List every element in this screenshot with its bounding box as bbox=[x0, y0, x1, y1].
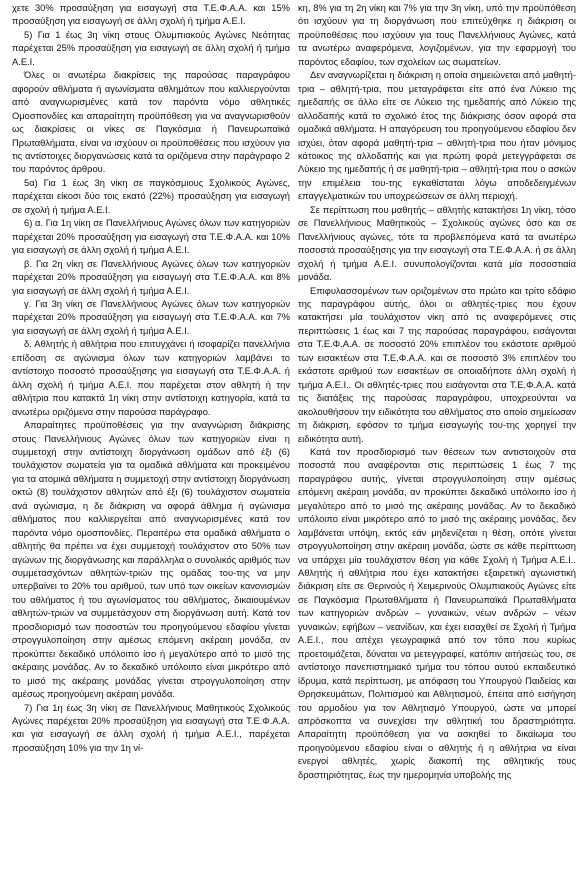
paragraph: 5) Για 1 έως 3η νίκη στους Ολυμπιακούς Αγώνες Νεότητας παρέχεται 25% προσαύξηση για εισαγωγή σε άλλη σχολή ή τμήμα Α.Ε.Ι. bbox=[12, 29, 290, 67]
paragraph: δ. Αθλητής ή αθλήτρια που επιτυγχάνει ή ισοφαρίζει πανελλήνια επίδοση σε αγώνισμα όλων των κατηγοριών λαμβάνει το αντίστοιχο ποσοστό προσαύξησης για εισαγωγή στα Τ.Ε.Φ.Α.Α. ή άλλη σχολή ή τμήμα Α.Ε.Ι. που παρέχεται στον αθλητή ή την αθλήτρια που κατακτά 1η νίκη στην αντίστοιχη κατηγορία, κατά τα ανωτέρω οριζόμενα στην παρούσα παράγραφο. bbox=[12, 339, 290, 417]
right-text-column bbox=[298, 2, 576, 782]
paragraph: χετε 30% προσαύξηση για εισαγωγή στα Τ.Ε.Φ.Α.Α. και 15% προσαύξηση για εισαγωγή σε άλλη σχολή ή τμήμα Α.Ε.Ι. bbox=[12, 3, 290, 27]
paragraph: Δεν αναγνωρίζεται η διάκριση η οποία σημειώνεται από μαθητή-τρια – αθλητή-τρια, που μεταγράφεται είτε από ένα Λύκειο της ημεδαπής σε άλλο είτε σε Λύκειο της ημεδαπής από Λύκειο της αλλοδαπής κατά το σχολικό έτος της διάκρισης όσον αφορά στα ομαδικά αθλήματα. Η απαγόρευση του προηγούμενου εδαφίου δεν ισχύει, όταν αφορά μαθητή-τρια – αθλητή-τρια που ήταν μόνιμος κάτοικος της αλλοδαπής και για πρώτη φορά μετεγγράφεται σε Λύκειο της ημεδαπής ή σε μαθητή-τρια – αθλητή-τρια που ο ασκών την επιμέλεια του-της εγκαθίσταται λόγω αποδεδειγμένων επαγγελματικών του υποχρεώσεων σε άλλη περιοχή. bbox=[298, 70, 576, 202]
left-text-column bbox=[12, 2, 290, 755]
paragraph: κη, 8% για τη 2η νίκη και 7% για την 3η νίκη, υπό την προϋπόθεση ότι ισχύουν για τη διοργάνωση που επιτεύχθηκε η διάκριση οι προϋποθέσεις που ισχύουν για τους Πανελλήνιους Αγώνες, κατά τα ανωτέρω αναφερόμενα, λογιζομένων, για την εφαρμογή του παρόντος εδαφίου, των σχολείων ως σωματείων. bbox=[298, 3, 576, 67]
paragraph: 5α) Για 1 έως 3η νίκη σε παγκόσμιους Σχολικούς Αγώνες, παρέχεται είκοσι δύο τοις εκατό (22%) προσαύξηση για εισαγωγή σε σχολή ή τμήμα Α.Ε.Ι. bbox=[12, 177, 290, 215]
paragraph: γ. Για 3η νίκη σε Πανελλήνιους Αγώνες όλων των κατηγοριών παρέχεται 20% προσαύξηση για εισαγωγή στα Τ.Ε.Φ.Α.Α. και 7% για εισαγωγή σε άλλη σχολή ή τμήμα Α.Ε.Ι. bbox=[12, 298, 290, 336]
paragraph: 7) Για 1η έως 3η νίκη σε Πανελλήνιους Μαθητικούς Σχολικούς Αγώνες παρέχεται 20% προσαύξηση για εισαγωγή στα Τ.Ε.Φ.Α.Α. και για εισαγωγή σε άλλη σχολή ή τμήμα Α.Ε.Ι., παρέχεται προσαύξηση 10% για την 1η νί- bbox=[12, 702, 290, 753]
paragraph: Επιφυλασσομένων των οριζομένων στο πρώτο και τρίτο εδάφιο της παραγράφου αυτής, όλοι οι αθλητές-τριες που έχουν κατακτήσει μία τουλάχιστον νίκη από τις αναφερόμενες στις περιπτώσεις 1 έως και 7 της παρούσας παραγράφου, εισάγονται στα Τ.Ε.Φ.Α.Α. σε ποσοστό 20% επιπλέον του εκάστοτε αριθμού των εισακτέων στα Τ.Ε.Φ.Α.Α. και σε ποσοστό 3% επιπλέον του εκάστοτε αριθμού των εισακτέων σε οποιαδήποτε άλλη σχολή ή τμήμα Α.Ε.Ι.. Οι αθλητές-τριες που εισάγονται στα Τ.Ε.Φ.Α.Α. κατά τις διατάξεις της παρούσας παραγράφου, υποχρεούνται να ακολουθήσουν την ειδικότητα του αθλήματος στο οποίο σημείωσαν τη διάκριση, εφόσον το τμήμα εισαγωγής του-της χορηγεί την ειδικότητα αυτή. bbox=[298, 285, 576, 444]
paragraph: Σε περίπτωση που μαθητής – αθλητής κατακτήσει 1η νίκη, τόσο σε Πανελλήνιους Μαθητικούς – Σχολικούς αγώνες όσο και σε Πανελλήνιους αγώνες, τότε τα προβλεπόμενα κατά τα ανωτέρω ποσοστά προσαύξησης για την εισαγωγή στα Τ.Ε.Φ.Α.Α. ή σε άλλη σχολή ή τμήμα Α.Ε.Ι. συνυπολογίζονται κατά μία ποσοστιαία μονάδα. bbox=[298, 204, 576, 283]
paragraph: β. Για 2η νίκη σε Πανελλήνιους Αγώνες όλων των κατηγοριών παρέχεται 20% προσαύξηση για εισαγωγή στα Τ.Ε.Φ.Α.Α. και 8% για εισαγωγή σε άλλη σχολή ή τμήμα Α.Ε.Ι. bbox=[12, 258, 290, 296]
paragraph: Όλες οι ανωτέρω διακρίσεις της παρούσας παραγράφου αφορούν αθλήματα ή αγωνίσματα αθλημάτων που καλλιεργούνται από αναγνωρισμένες κατά τον παρόντα νόμο αθλητικές Ομοσπονδίες και απαραίτητη προϋπόθεση για να αναγνωρισθούν ως διακρίσεις οι νίκες σε Παγκόσμια ή Πανευρωπαϊκά Πρωταθλήματα, είναι να ισχύουν οι προϋποθέσεις που ισχύουν για τις αντίστοιχες διοργανώσεις κατά τα οριζόμενα στην παράγραφο 2 του παρόντος άρθρου. bbox=[12, 70, 290, 175]
paragraph: 6) α. Για 1η νίκη σε Πανελλήνιους Αγώνες όλων των κατηγοριών παρέχεται 20% προσαύξηση για εισαγωγή στα Τ.Ε.Φ.Α.Α. και 10% για εισαγωγή σε άλλη σχολή ή τμήμα Α.Ε.Ι. bbox=[12, 218, 290, 256]
paragraph: Απαραίτητες προϋποθέσεις για την αναγνώριση διάκρισης στους Πανελλήνιους Αγώνες όλων των κατηγοριών είναι η συμμετοχή στην αντίστοιχη διοργάνωση ομάδων από έξι (6) τουλάχιστον σωματεία για τα ομαδικά αθλήματα και προκειμένου για τα ατομικά αθλήματα η συμμετοχή στην αντίστοιχη διοργάνωση οκτώ (8) τουλάχιστον αθλητών από έξι (6) τουλάχιστον σωματεία ανά αγώνισμα, η δε διάκριση να αφορά άθλημα ή αγώνισμα αθλήματος που καλλιεργείται από αναγνωρισμένες κατά τον παρόντα νόμο ομοσπονδίες. Περαιτέρω στα ομαδικά αθλήματα ο αθλητής θα πρέπει να έχει συμμετοχή τουλάχιστον στο 50% των αγώνων της διοργάνωσης και παράλληλα ο συνολικός αριθμός των συμμετασχόντων αθλητών-τριών της ομάδας του-της να μην υπερβαίνει το 20% του αριθμού, των υπό των οικείων κανονισμών του αθλήματος ή του αγωνίσματος του αθλήματος, δικαιουμένων αθλητών-τριών να συμμετάσχουν στη διοργάνωση αυτή. Κατά τον προσδιορισμό των ποσοστών του προηγούμενου εδαφίου γίνεται στρογγυλοποίηση στην αμέσως επόμενη ακέραιη μονάδα, αν προκύπτει δεκαδικό υπόλοιπο ίσο ή μεγαλύτερο από το μισό της ακέραιης μονάδας. Αν το δεκαδικό υπόλοιπο είναι μικρότερο από το μισό της ακέραιης μονάδας γίνεται στρογγυλοποίηση στην αμέσως προηγούμενη ακέραιη μονάδα. bbox=[12, 420, 290, 700]
paragraph: Κατά τον προσδιορισμό των θέσεων των αντιστοιχούν στα ποσοστά που αναφέρονται στις περιπτώσεις 1 έως 7 της παραγράφου αυτής, γίνεται στρογγυλοποίηση στην αμέσως επόμενη ακέραιη μονάδα, αν προκύπτει δεκαδικό υπόλοιπο ίσο ή μεγαλύτερο από το μισό της ακέραιης μονάδας. Αν το δεκαδικό υπόλοιπο είναι μικρότερο από το μισό της ακέραιης μονάδας, δεν λαμβάνεται υπόψη, εκτός εάν μηδενίζεται η θέση, οπότε γίνεται στρογγυλοποίηση στην ακέραιη μονάδα, ώστε σε κάθε περίπτωση να υπάρχει μία τουλάχιστον θέση για κάθε Σχολή ή Τμήμα Α.Ε.Ι.. Αθλητής ή αθλήτρια που έχει κατακτήσει εξαιρετική αγωνιστική διάκριση είτε σε Θερινούς ή Χειμερινούς Ολυμπιακούς Αγώνες είτε σε Παγκόσμια Πρωταθλήματα ή Πανευρωπαϊκά Πρωταθλήματα των κατηγοριών ανδρών – γυναικών, νέων ανδρών – νέων γυναικών, εφήβων – νεανίδων, και έχει εισαχθεί σε Σχολή ή Τμήμα Α.Ε.Ι., που απέχει γεωγραφικά από τον τόπο που κυρίως προετοιμάζεται, δύναται να μετεγγραφεί, κατόπιν αιτήσεώς του, σε αντίστοιχο πανεπιστημιακό τμήμα του τόπου αυτού εκπαιδευτικό ίδρυμα, κατά περίπτωση, με απόφαση του Υπουργού Παιδείας και Θρησκευμάτων, Πολιτισμού και Αθλητισμού, έπειτα από εισήγηση του αρμοδίου για τον Αθλητισμό Υπουργού, ώστε να μπορεί απρόσκοπτα να συνεχίσει την αθλητική του δραστηριότητα. Απαραίτητη προϋπόθεση για να ασκηθεί το δικαίωμα του προηγούμενου εδαφίου είναι ο αθλητής ή η αθλήτρια να είναι ενεργοί αθλητές, χωρίς διακοπή της αθλητικής τους δραστηριότητας, έως την ημερομηνία υποβολής της bbox=[298, 446, 576, 780]
